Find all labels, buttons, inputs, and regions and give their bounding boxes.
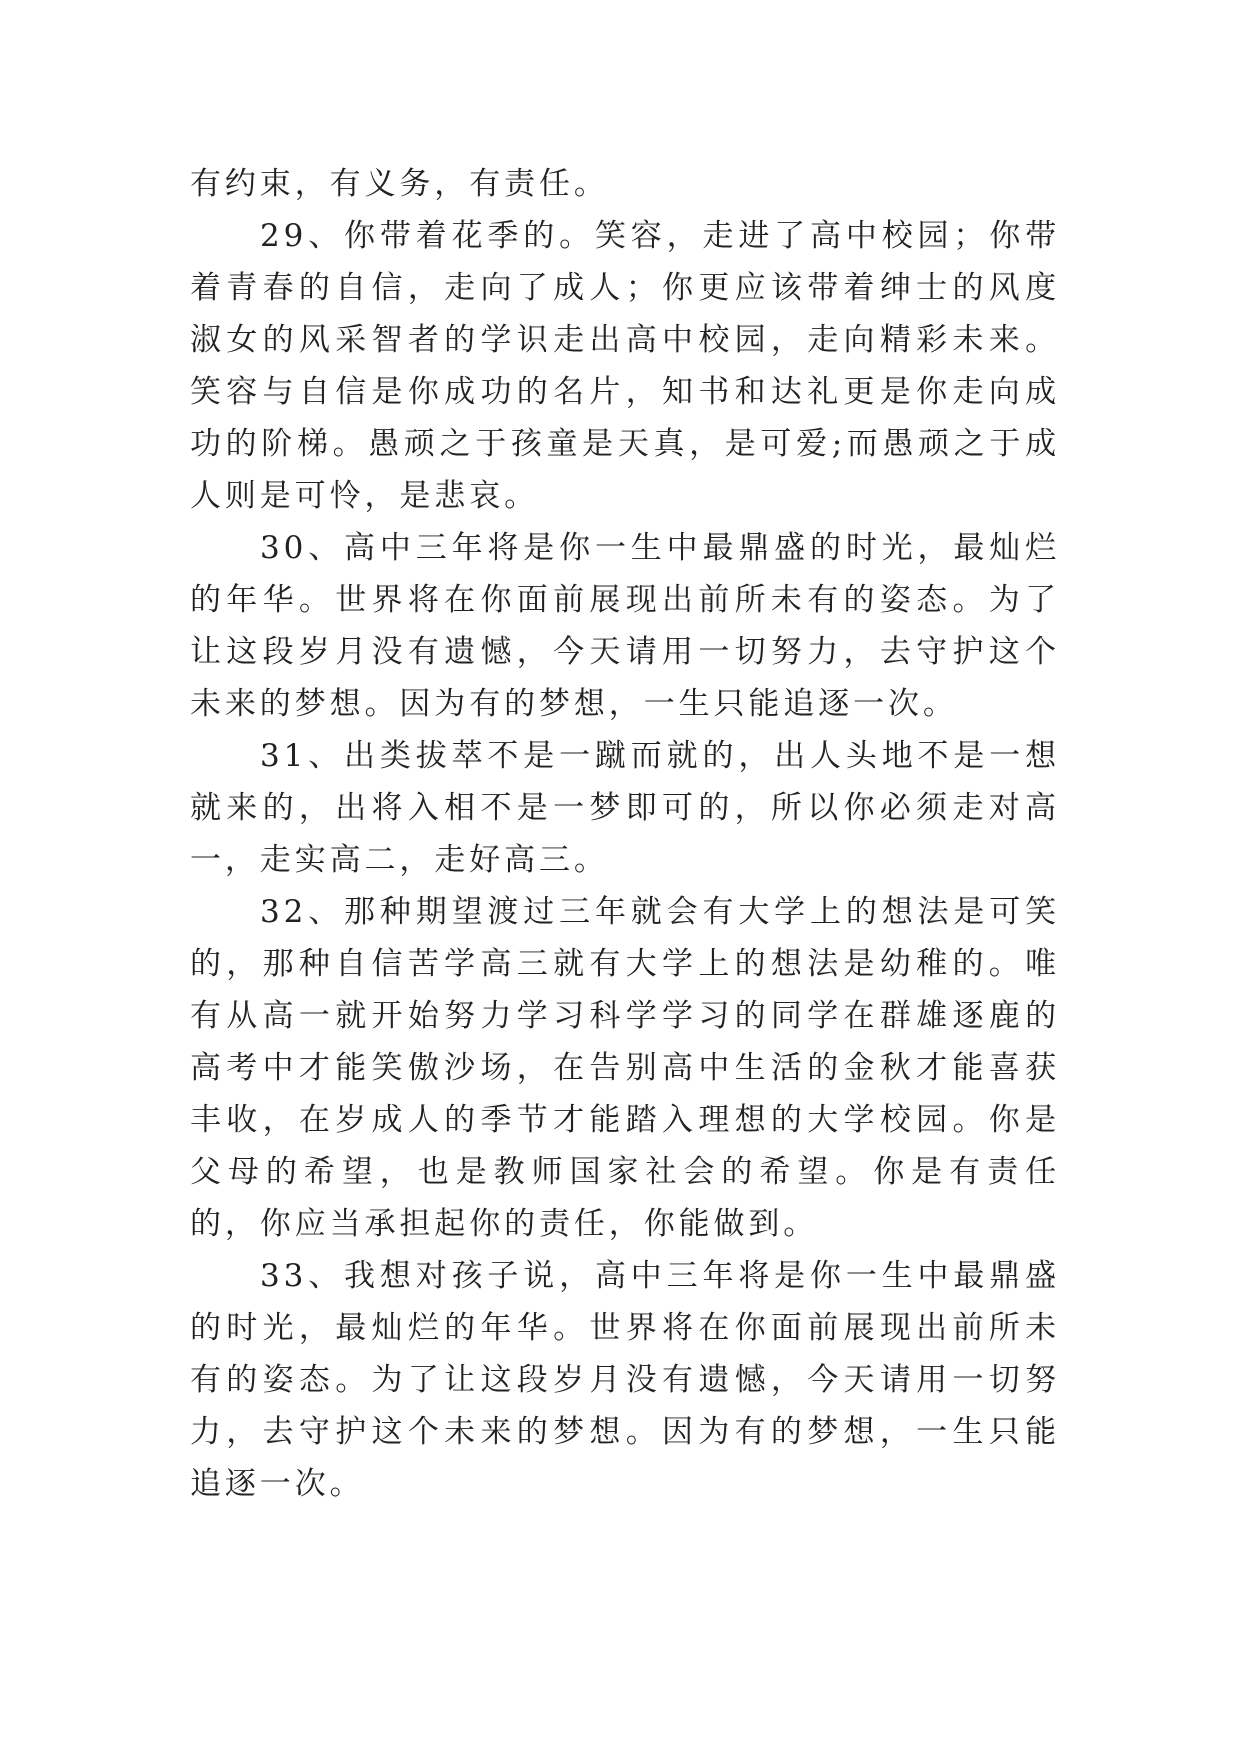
paragraph-continuation: 有约束，有义务，有责任。 bbox=[190, 166, 609, 202]
paragraph-31: 31、出类拔萃不是一蹴而就的，出人头地不是一想就来的，出将入相不是一梦即可的，所以你必须走对高一，走实高二，走好高三。 bbox=[190, 738, 1060, 878]
paragraph-30: 30、高中三年将是你一生中最鼎盛的时光，最灿烂的年华。世界将在你面前展现出前所未有的姿态。为了让这段岁月没有遗憾，今天请用一切努力，去守护这个未来的梦想。因为有的梦想，一生只能追逐一次。 bbox=[190, 530, 1060, 722]
paragraph-29: 29、你带着花季的。笑容，走进了高中校园；你带着青春的自信，走向了成人；你更应该带着绅士的风度淑女的风采智者的学识走出高中校园，走向精彩未来。笑容与自信是你成功的名片，知书和达礼更是你走向成功的阶梯。愚顽之于孩童是天真，是可爱;而愚顽之于成人则是可怜，是悲哀。 bbox=[190, 218, 1060, 514]
document-body bbox=[190, 158, 1060, 1510]
paragraph-32: 32、那种期望渡过三年就会有大学上的想法是可笑的，那种自信苦学高三就有大学上的想法是幼稚的。唯有从高一就开始努力学习科学学习的同学在群雄逐鹿的高考中才能笑傲沙场，在告别高中生活的金秋才能喜获丰收，在岁成人的季节才能踏入理想的大学校园。你是父母的希望，也是教师国家社会的希望。你是有责任的，你应当承担起你的责任，你能做到。 bbox=[190, 894, 1060, 1242]
paragraph-33: 33、我想对孩子说，高中三年将是你一生中最鼎盛的时光，最灿烂的年华。世界将在你面前展现出前所未有的姿态。为了让这段岁月没有遗憾，今天请用一切努力，去守护这个未来的梦想。因为有的梦想，一生只能追逐一次。 bbox=[190, 1258, 1060, 1502]
